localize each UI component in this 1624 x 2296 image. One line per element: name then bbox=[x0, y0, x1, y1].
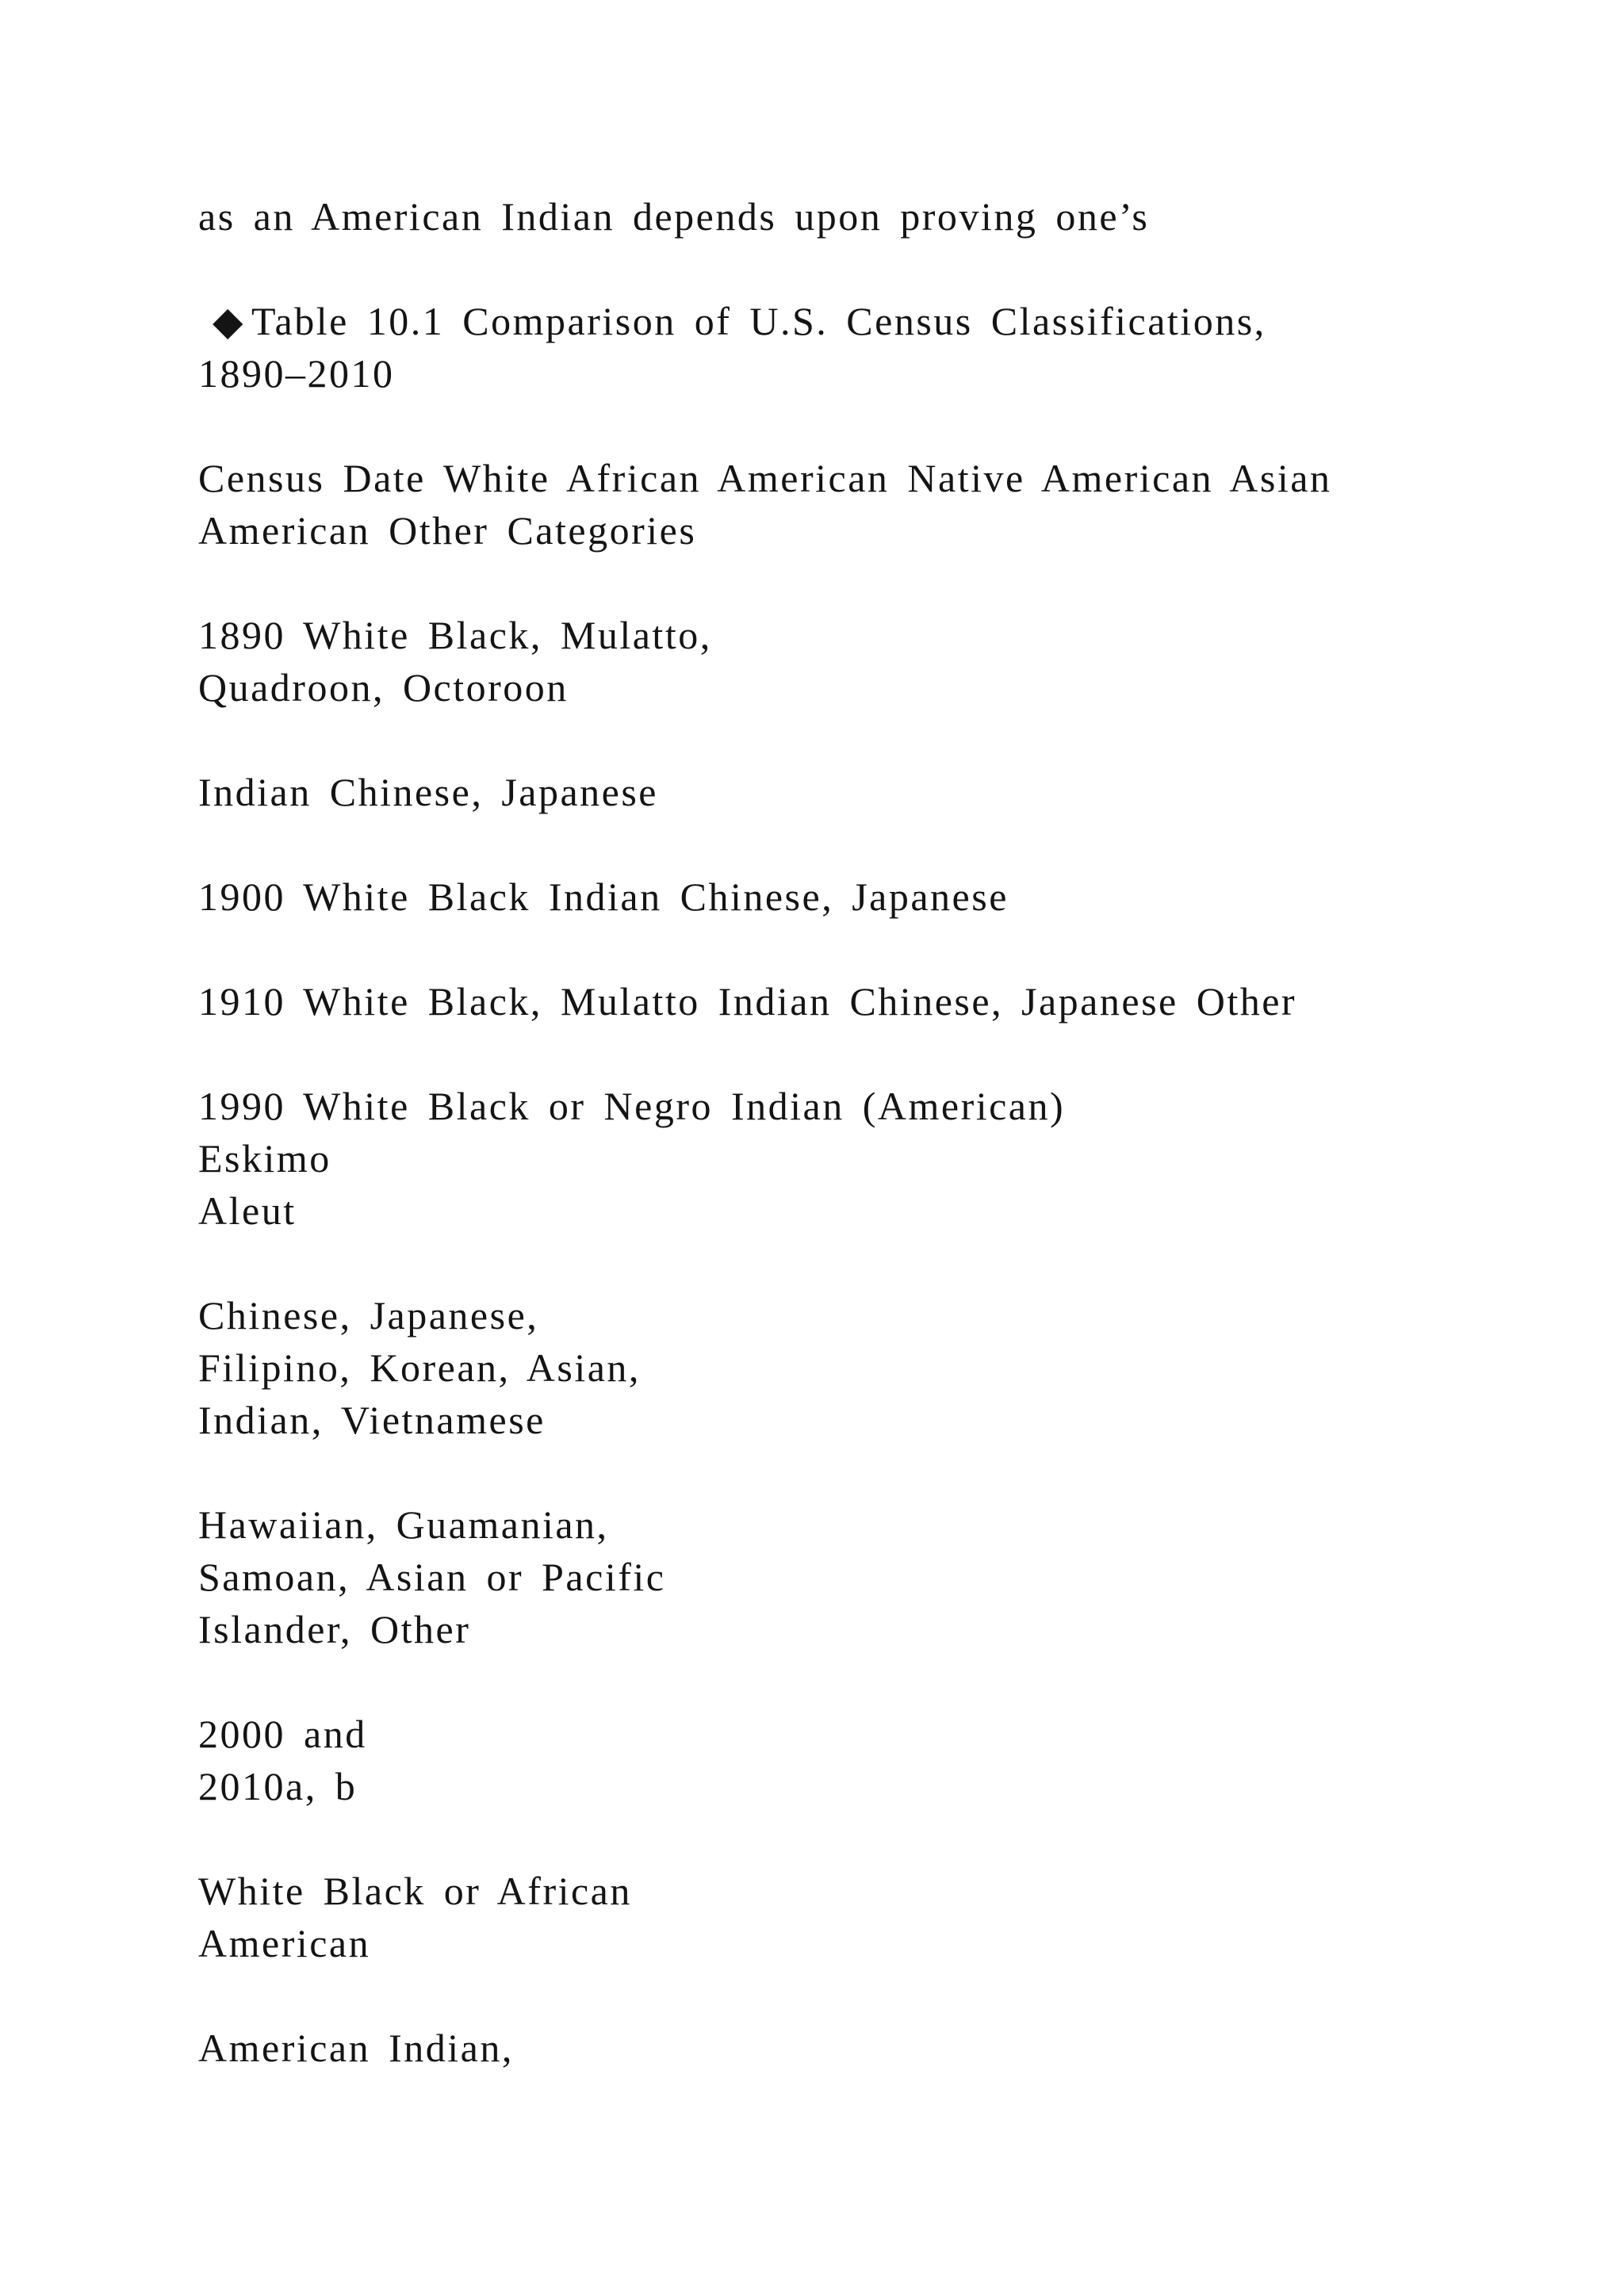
table-header-line-2: American Other Categories bbox=[198, 508, 697, 553]
row-1990-asian-line-3: Indian, Vietnamese bbox=[198, 1398, 546, 1442]
table-header-line-1: Census Date White African American Native American Asian bbox=[198, 456, 1332, 500]
row-1990-line-1: 1990 White Black or Negro Indian (American) bbox=[198, 1084, 1066, 1128]
row-2000-native bbox=[198, 2022, 1546, 2074]
row-1990 bbox=[198, 1080, 1546, 1237]
row-2000-black-line-2: American bbox=[198, 1921, 371, 1965]
row-1890-continued-line: Indian Chinese, Japanese bbox=[198, 770, 659, 814]
row-1890 bbox=[198, 609, 1546, 714]
row-1990-line-3: Aleut bbox=[198, 1188, 297, 1233]
row-1910-line: 1910 White Black, Mulatto Indian Chinese, Japanese Other bbox=[198, 979, 1297, 1024]
table-caption-line-2: 1890–2010 bbox=[198, 351, 395, 396]
table-caption-title: Table 10.1 Comparison of U.S. Census Classifications, bbox=[251, 299, 1266, 343]
row-2000 bbox=[198, 1708, 1546, 1812]
row-2000-black bbox=[198, 1865, 1546, 1969]
table-caption bbox=[198, 295, 1546, 400]
intro-paragraph bbox=[198, 190, 1546, 243]
row-1900 bbox=[198, 871, 1546, 923]
row-1890-line-1: 1890 White Black, Mulatto, bbox=[198, 613, 712, 657]
row-1990-asian bbox=[198, 1289, 1546, 1446]
document-body bbox=[198, 190, 1546, 2126]
diamond-bullet-icon: ◆ bbox=[213, 299, 245, 343]
row-1990-asian-line-2: Filipino, Korean, Asian, bbox=[198, 1345, 641, 1390]
row-1990-other-line-1: Hawaiian, Guamanian, bbox=[198, 1502, 609, 1547]
row-2000-line-2: 2010a, b bbox=[198, 1764, 358, 1808]
row-1990-line-2: Eskimo bbox=[198, 1136, 331, 1181]
row-1990-asian-line-1: Chinese, Japanese, bbox=[198, 1293, 539, 1337]
row-1990-other-line-2: Samoan, Asian or Pacific bbox=[198, 1555, 666, 1599]
row-1910 bbox=[198, 975, 1546, 1027]
row-2000-black-line-1: White Black or African bbox=[198, 1869, 632, 1913]
intro-line: as an American Indian depends upon proving one’s bbox=[198, 194, 1150, 239]
row-1890-line-2: Quadroon, Octoroon bbox=[198, 665, 569, 710]
row-1990-other-line-3: Islander, Other bbox=[198, 1607, 471, 1651]
table-caption-line-1 bbox=[198, 295, 1546, 347]
row-2000-line-1: 2000 and bbox=[198, 1712, 367, 1756]
row-1900-line: 1900 White Black Indian Chinese, Japanese bbox=[198, 874, 1009, 919]
row-2000-native-line: American Indian, bbox=[198, 2026, 514, 2070]
table-header bbox=[198, 452, 1546, 557]
row-1890-continued bbox=[198, 766, 1546, 818]
row-1990-other bbox=[198, 1498, 1546, 1655]
